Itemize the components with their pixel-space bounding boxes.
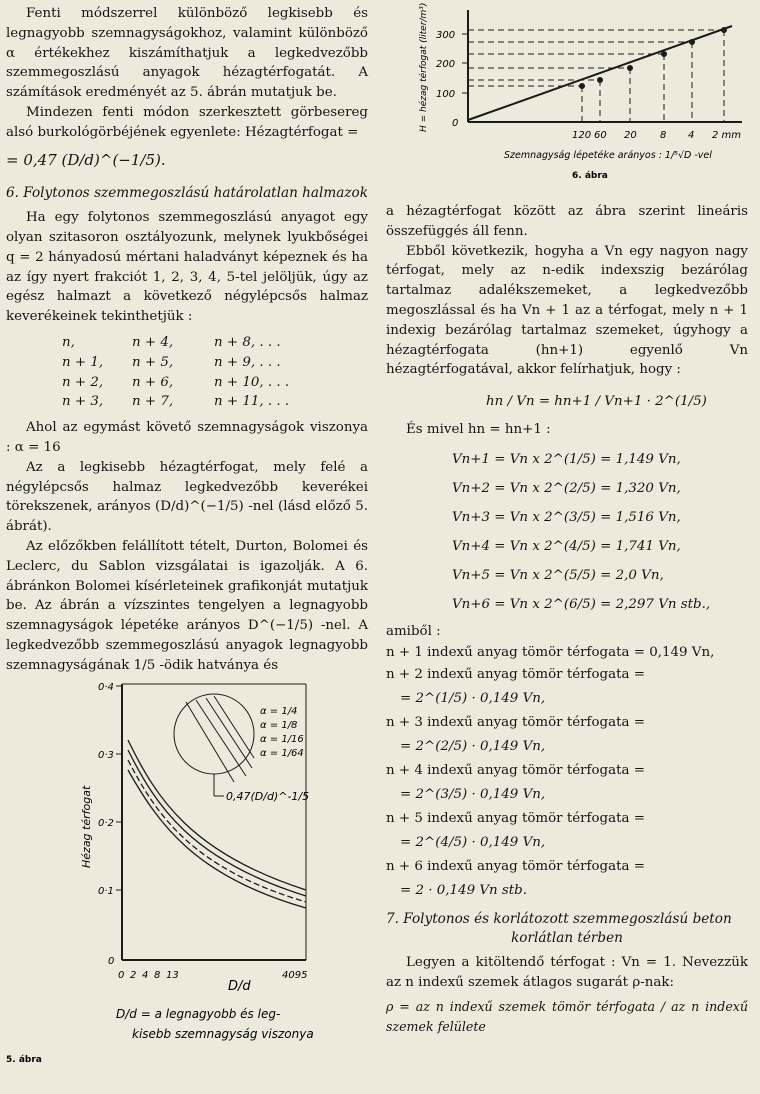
paragraph: Legyen a kitöltendő térfogat : Vn = 1. Nevezzük az n indexű szemek átlagos sugarát ρ-nak: (386, 955, 748, 990)
x-tick: 8 (154, 969, 161, 981)
paragraph: Fenti módszerrel különböző legkisebb és legnagyobb szemnagyságokhoz, valamint különböző α értékekhez kiszámíthatjuk a legkedvezőbb szemmegoszlású anyagok hézagtérfogatát. A számítások eredményét az 5. ábrán mutatjuk be. (6, 6, 368, 101)
legend-entry: α = 1/64 (260, 747, 304, 759)
figure-5 (6, 678, 368, 1070)
y-axis-label: Hézag térfogat (80, 785, 93, 868)
y-axis-label: H = hézag térfogat (liter/m³) (419, 2, 429, 132)
list-item: = 2^(4/5) · 0,149 Vn, (400, 834, 546, 850)
list-item: n + 6 indexű anyag tömör térfogata = (386, 858, 645, 874)
list-item: = 2^(1/5) · 0,149 Vn, (400, 690, 546, 706)
x-tick: 8 (660, 130, 667, 141)
section-heading: 6. Folytonos szemmegoszlású határolatlan halmazok (6, 185, 368, 202)
series-table: n, n + 4, n + 8, . . . n + 1, n + 5, n + 9, . . . n + 2, n + 6, n + 10, . . . n + 3, n + 7, n + 11, . . . (62, 334, 290, 410)
left-column (6, 0, 368, 1070)
list-item: = 2^(3/5) · 0,149 Vn, (400, 786, 546, 802)
equation: ρ = az n indexű szemek tömör térfogata / az n indexű szemek felülete (386, 998, 748, 1034)
list-item: n + 3 indexű anyag tömör térfogata = (386, 714, 645, 730)
right-column (386, 0, 748, 1038)
paragraph: Az a legkisebb hézagtérfogat, mely felé a négylépcsős halmaz legkedvezőbb keverékei törekszenek, arányos (D/d)^(−1/5) -nel (lásd előző 5. ábrát). (6, 459, 368, 535)
legend-entry: α = 1/8 (260, 719, 298, 731)
paragraph: Ahol az egymást követő szemnagyságok viszonya : α = 16 (6, 420, 368, 455)
y-tick: 0·3 (98, 749, 114, 761)
x-tick: 2 (130, 969, 137, 981)
equation: Vn+1 = Vn x 2^(1/5) = 1,149 Vn, (452, 451, 681, 467)
x-tick: 20 (624, 130, 637, 141)
section-heading: 7. Folytonos és korlátozott szemmegoszlású beton (386, 910, 732, 927)
y-tick: 200 (436, 59, 456, 70)
x-tick: 13 (166, 969, 179, 981)
figure-6 (386, 0, 748, 180)
paragraph: Ha egy folytonos szemmegoszlású anyagot egy olyan szitasoron osztályozunk, melynek lyukbőségei q = 2 hányadosú mértani haladványt képeznek és ha az így nyert frakciót 1, 2, 3, 4, 5-tel jelöljük, úgy az egész halmazt a következő négylépcsős halmaz keverékeinek tekinthetjük : (6, 210, 368, 325)
equation-list (452, 446, 748, 618)
y-tick: 300 (436, 30, 456, 41)
x-tick: 4095 (282, 969, 308, 981)
equation: hn / Vn = hn+1 / Vn+1 · 2^(1/5) (486, 394, 707, 410)
paragraph: Mindezen fenti módon szerkesztett görbesereg alsó burkológörbéjének egyenlete: Hézagtérfogat = (6, 104, 368, 140)
volume-list (386, 642, 748, 902)
list-item: n + 5 indexű anyag tömör térfogata = (386, 810, 645, 826)
x-tick: 0 (118, 969, 125, 981)
y-tick: 0 (452, 118, 459, 129)
paragraph: Ebből következik, hogyha a Vn egy nagyon nagy térfogat, mely az n-edik indexszig bezárólag tartalmaz adalékszemeket, a legkedvezőbb megoszlással és ha Vn + 1 az a térfogat, mely n + 1 indexig bezárólag tartalmaz szemeket, úgyhogy a hézagtérfogata (hn+1) egyenlő Vn hézagtérfogatával, akkor felírhatjuk, hogy : (386, 243, 748, 378)
list-item: = 2^(2/5) · 0,149 Vn, (400, 738, 546, 754)
x-tick: 4 (142, 969, 149, 981)
equation: Vn+4 = Vn x 2^(4/5) = 1,741 Vn, (452, 538, 681, 554)
y-tick: 100 (436, 89, 456, 100)
legend-entry: α = 1/4 (260, 705, 298, 717)
legend-entry: α = 1/16 (260, 733, 304, 745)
list-item: n + 2 indexű anyag tömör térfogata = (386, 666, 645, 682)
paragraph: amiből : (386, 623, 441, 639)
equation: Vn+2 = Vn x 2^(2/5) = 1,320 Vn, (452, 480, 681, 496)
y-tick: 0·1 (98, 885, 114, 897)
figure-note: D/d = a legnagyobb és leg- (116, 1006, 281, 1021)
x-axis-label: Szemnagyság lépetéke arányos : 1/⁵√D -vel (504, 150, 712, 161)
y-tick: 0·2 (98, 817, 114, 829)
list-item: n + 4 indexű anyag tömör térfogata = (386, 762, 645, 778)
list-item: n + 1 indexű anyag tömör térfogata = 0,149 Vn, (386, 644, 715, 660)
x-tick: 60 (594, 130, 607, 141)
paragraph: Az előzőkben felállított tételt, Durton, Bolomei és Leclerc, du Sablon vizsgálatai is igazolják. A 6. ábránkon Bolomei kísérleteinek grafikonját mutatjuk be. Az ábrán a vízszintes tengelyen a legnagyobb szemnagyságok lépetéke arányos D^(−1/5) -nel. A legkedvezőbb szemmegoszlású anyagok legnagyobb szemnagyságának 1/5 -ödik hatványa és (6, 538, 368, 673)
y-tick: 0·4 (98, 681, 114, 693)
equation: Vn+3 = Vn x 2^(3/5) = 1,516 Vn, (452, 509, 681, 525)
equation: Vn+5 = Vn x 2^(5/5) = 2,0 Vn, (452, 567, 664, 583)
figure-note: kisebb szemnagyság viszonya (132, 1026, 314, 1041)
curve-formula: 0,47(D/d)^-1/5 (226, 789, 310, 803)
x-tick: 2 mm (712, 130, 742, 141)
list-item: = 2 · 0,149 Vn stb. (400, 882, 527, 898)
figure-caption: 5. ábra (6, 1054, 42, 1065)
equation: Vn+6 = Vn x 2^(6/5) = 2,297 Vn stb., (452, 596, 711, 612)
paragraph: És mivel hn = hn+1 : (406, 421, 551, 437)
x-tick: 120 (572, 130, 592, 141)
equation: = 0,47 (D/d)^(−1/5). (6, 150, 166, 169)
paragraph: a hézagtérfogat között az ábra szerint lineáris összefüggés áll fenn. (386, 204, 748, 239)
x-tick: 4 (688, 130, 695, 141)
y-tick: 0 (108, 955, 115, 967)
figure-caption: 6. ábra (572, 171, 608, 180)
section-heading: korlátlan térben (511, 930, 623, 947)
x-axis-label: D/d (228, 978, 251, 994)
